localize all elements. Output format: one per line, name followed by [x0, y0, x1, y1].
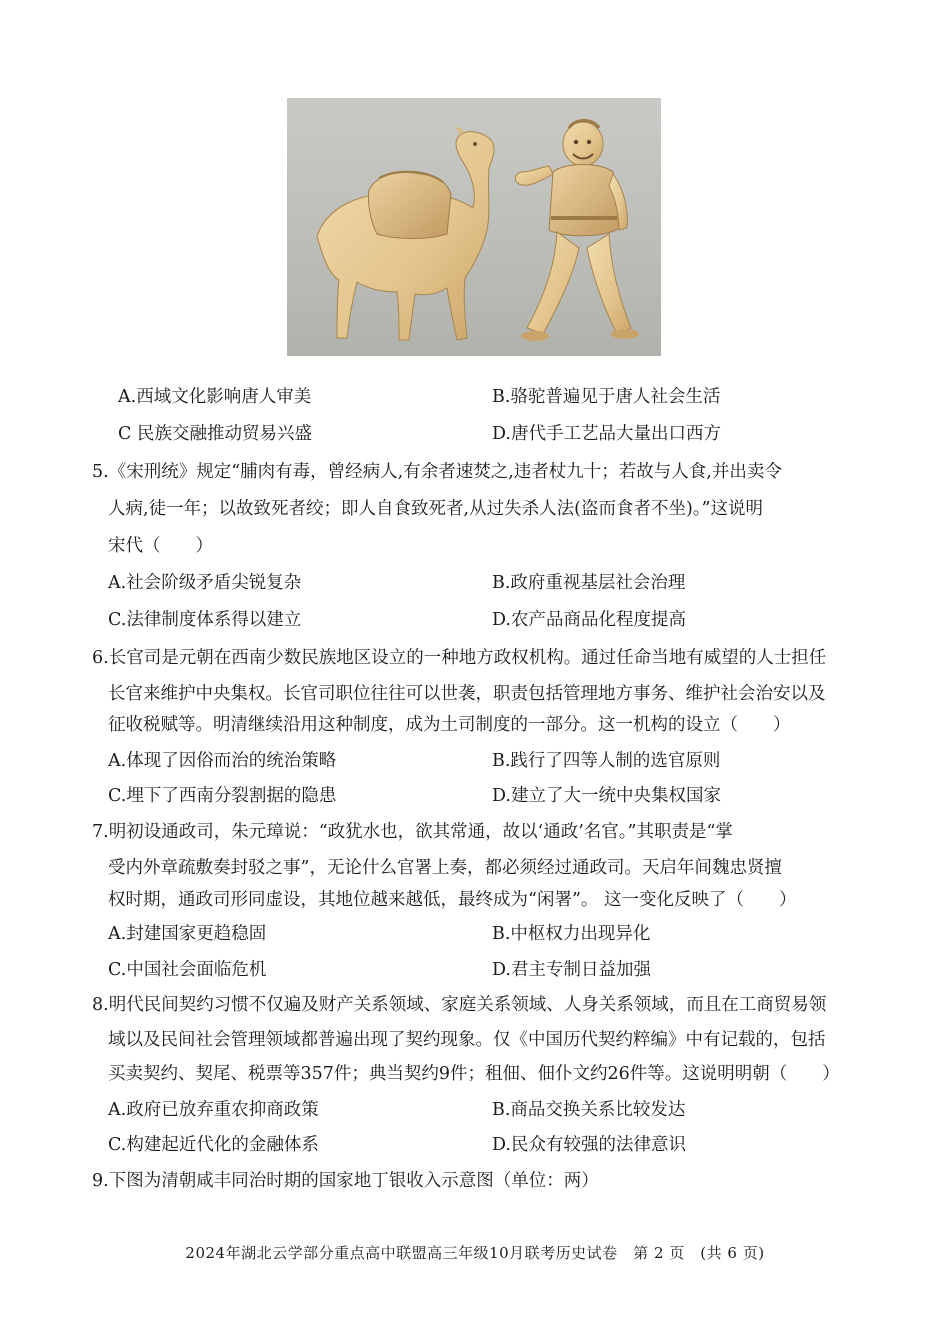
- q6-option-d[interactable]: D.建立了大一统中央集权国家: [492, 786, 721, 806]
- q8-option-c[interactable]: C.构建起近代化的金融体系: [108, 1135, 319, 1155]
- q8-stem-line-3: 买卖契约、契尾、税票等357件；典当契约9件；租佃、佃仆文约26件等。这说明明朝（ ）: [108, 1064, 840, 1084]
- q7-stem-line-1: 7.明初设通政司，朱元璋说：“政犹水也，欲其常通，故以‘通政’名官。”其职责是“掌: [92, 822, 733, 842]
- q5-option-c[interactable]: C.法律制度体系得以建立: [108, 610, 302, 630]
- page-footer: 2024年湖北云学部分重点高中联盟高三年级10月联考历史试卷 第 2 页 (共 6 页): [185, 1244, 765, 1262]
- q7-option-d[interactable]: D.君主专制日益加强: [492, 960, 651, 980]
- q6-option-a[interactable]: A.体现了因俗而治的统治策略: [108, 751, 337, 771]
- q4-option-d[interactable]: D.唐代手工艺品大量出口西方: [492, 424, 721, 444]
- q8-option-b[interactable]: B.商品交换关系比较发达: [492, 1100, 686, 1120]
- q7-option-c[interactable]: C.中国社会面临危机: [108, 960, 267, 980]
- q9-stem-line-1: 9.下图为清朝咸丰同治时期的国家地丁银收入示意图（单位：两）: [92, 1171, 599, 1191]
- q4-option-a[interactable]: A.西域文化影响唐人审美: [118, 387, 312, 407]
- foreigner-figurine: [515, 121, 639, 342]
- q4-option-c[interactable]: C 民族交融推动贸易兴盛: [118, 424, 312, 444]
- figurines-photo: [287, 98, 661, 356]
- q6-option-b[interactable]: B.践行了四等人制的选官原则: [492, 751, 721, 771]
- q7-stem-line-2: 受内外章疏敷奏封驳之事”，无论什么官署上奏，都必须经过通政司。天启年间魏忠贤擅: [108, 858, 782, 878]
- q6-stem-line-3: 征收税赋等。明清继续沿用这种制度，成为土司制度的一部分。这一机构的设立（ ）: [108, 715, 791, 735]
- q6-stem-line-1: 6.长官司是元朝在西南少数民族地区设立的一种地方政权机构。通过任命当地有威望的人士担任: [92, 648, 827, 668]
- q8-option-a[interactable]: A.政府已放弃重农抑商政策: [108, 1100, 319, 1120]
- q8-stem-line-2: 域以及民间社会管理领域都普遍出现了契约现象。仅《中国历代契约粹编》中有记载的，包括: [108, 1030, 826, 1050]
- q7-option-a[interactable]: A.封建国家更趋稳固: [108, 924, 267, 944]
- q6-option-c[interactable]: C.埋下了西南分裂割据的隐患: [108, 786, 337, 806]
- q6-stem-line-2: 长官来维护中央集权。长官司职位往往可以世袭，职责包括管理地方事务、维护社会治安以及: [108, 684, 826, 704]
- q5-option-a[interactable]: A.社会阶级矛盾尖锐复杂: [108, 573, 302, 593]
- q7-option-b[interactable]: B.中枢权力出现异化: [492, 924, 651, 944]
- q8-stem-line-1: 8.明代民间契约习惯不仅遍及财产关系领域、家庭关系领域、人身关系领域，而且在工商贸易领: [92, 995, 827, 1015]
- q5-option-b[interactable]: B.政府重视基层社会治理: [492, 573, 686, 593]
- figurines-illustration: [287, 98, 661, 356]
- q5-option-d[interactable]: D.农产品商品化程度提高: [492, 610, 686, 630]
- camel-figurine: [317, 126, 494, 340]
- q5-stem-line-2: 人病,徒一年；以故致死者绞；即人自食致死者,从过失杀人法(盗而食者不坐)。”这说明: [108, 499, 763, 519]
- q5-stem-line-3: 宋代（ ）: [108, 536, 213, 556]
- q8-option-d[interactable]: D.民众有较强的法律意识: [492, 1135, 686, 1155]
- q5-stem-line-1: 5.《宋刑统》规定“脯肉有毒，曾经病人,有余者速焚之,违者杖九十；若故与人食,并出卖令: [92, 462, 782, 482]
- q4-option-b[interactable]: B.骆驼普遍见于唐人社会生活: [492, 387, 721, 407]
- q7-stem-line-3: 权时期，通政司形同虚设，其地位越来越低，最终成为“闲署”。 这一变化反映了（ ）: [108, 890, 797, 910]
